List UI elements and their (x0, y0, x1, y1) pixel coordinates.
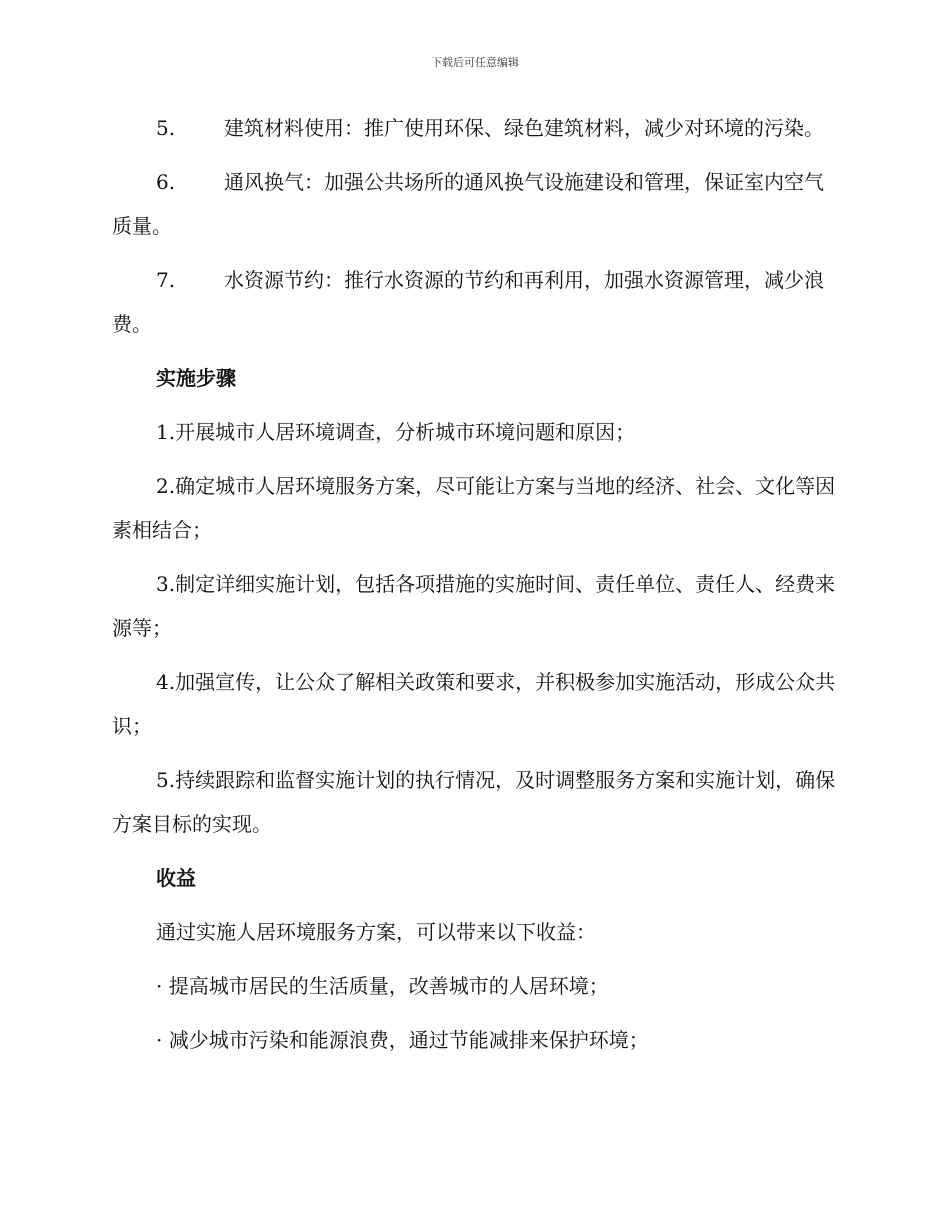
section-heading-steps: 实施步骤 (156, 366, 236, 390)
measure-item-5 (112, 106, 836, 150)
benefit-item: · 减少城市污染和能源浪费，通过节能减排来保护环境； (156, 1028, 649, 1052)
document-body (112, 106, 836, 1072)
step-item: 2.确定城市人居环境服务方案，尽可能让方案与当地的经济、社会、文化等因素相结合； (112, 474, 836, 542)
benefits-intro: 通过实施人居环境服务方案，可以带来以下收益： (156, 920, 596, 944)
benefit-item: · 提高城市居民的生活质量，改善城市的人居环境； (156, 974, 609, 998)
measure-text: 建筑材料使用：推广使用环保、绿色建筑材料，减少对环境的污染。 (224, 116, 824, 140)
measure-text: 水资源节约：推行水资源的节约和再利用，加强水资源管理，减少浪费。 (112, 268, 824, 336)
step-item: 1.开展城市人居环境调查，分析城市环境问题和原因； (156, 420, 636, 444)
measure-number: 5. (156, 116, 176, 140)
step-item: 5.持续跟踪和监督实施计划的执行情况，及时调整服务方案和实施计划，确保方案目标的实现。 (112, 768, 836, 836)
measure-item-7 (112, 258, 836, 346)
section-heading-benefits: 收益 (156, 866, 196, 890)
step-item: 4.加强宣传，让公众了解相关政策和要求，并积极参加实施活动，形成公众共识； (112, 670, 836, 738)
step-item: 3.制定详细实施计划，包括各项措施的实施时间、责任单位、责任人、经费来源等； (112, 572, 836, 640)
measure-number: 6. (156, 170, 176, 194)
measure-number: 7. (156, 268, 176, 292)
measure-text: 通风换气：加强公共场所的通风换气设施建设和管理，保证室内空气质量。 (112, 170, 824, 238)
page-header: 下载后可任意编辑 (431, 56, 519, 69)
measure-item-6 (112, 160, 836, 248)
